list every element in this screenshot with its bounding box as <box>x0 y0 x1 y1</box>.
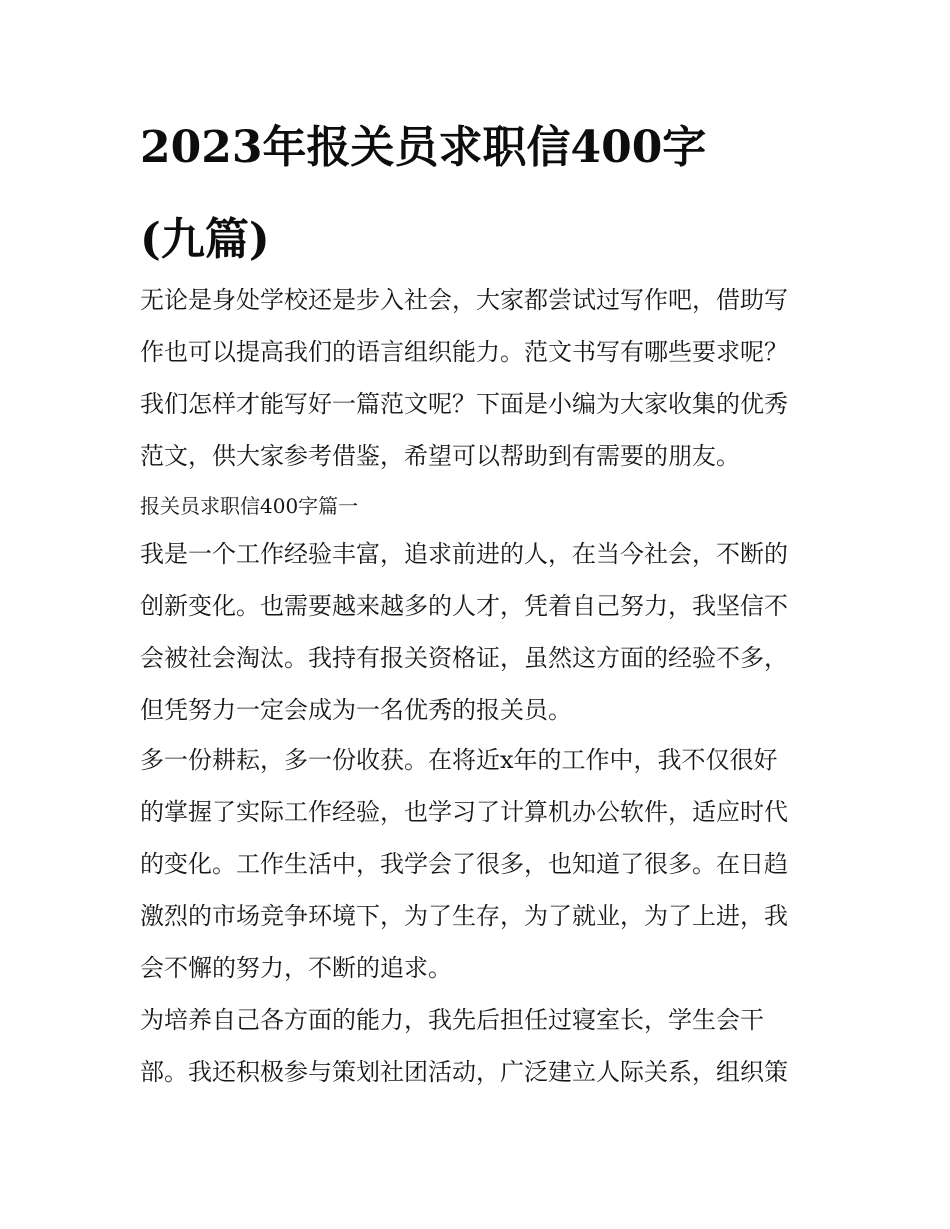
paragraph-line: 多一份耕耘，多一份收获。在将近x年的工作中，我不仅很好 <box>140 746 778 774</box>
paragraph-line: 会不懈的努力，不断的追求。 <box>140 954 452 982</box>
intro-line: 范文，供大家参考借鉴，希望可以帮助到有需要的朋友。 <box>140 442 740 470</box>
section-heading: 报关员求职信400字篇一 <box>140 494 359 518</box>
paragraph-line: 会被社会淘汰。我持有报关资格证，虽然这方面的经验不多， <box>140 644 788 672</box>
title-line-2: (九篇) <box>140 214 270 265</box>
paragraph-line: 为培养自己各方面的能力，我先后担任过寝室长，学生会干 <box>140 1006 764 1034</box>
intro-line: 我们怎样才能写好一篇范文呢？下面是小编为大家收集的优秀 <box>140 390 788 418</box>
paragraph-line: 部。我还积极参与策划社团活动，广泛建立人际关系，组织策 <box>140 1058 788 1086</box>
paragraph-line: 创新变化。也需要越来越多的人才，凭着自己努力，我坚信不 <box>140 592 788 620</box>
paragraph-line: 的掌握了实际工作经验，也学习了计算机办公软件，适应时代 <box>140 798 788 826</box>
paragraph-line: 但凭努力一定会成为一名优秀的报关员。 <box>140 696 572 724</box>
intro-line: 作也可以提高我们的语言组织能力。范文书写有哪些要求呢？ <box>140 338 788 366</box>
paragraph-line: 激烈的市场竞争环境下，为了生存，为了就业，为了上进，我 <box>140 902 788 930</box>
paragraph-line: 的变化。工作生活中，我学会了很多，也知道了很多。在日趋 <box>140 850 788 878</box>
title-line-1: 2023年报关员求职信400字 <box>140 122 707 173</box>
document-title <box>140 102 840 286</box>
intro-line: 无论是身处学校还是步入社会，大家都尝试过写作吧，借助写 <box>140 286 788 314</box>
paragraph-line: 我是一个工作经验丰富，追求前进的人，在当今社会，不断的 <box>140 540 788 568</box>
